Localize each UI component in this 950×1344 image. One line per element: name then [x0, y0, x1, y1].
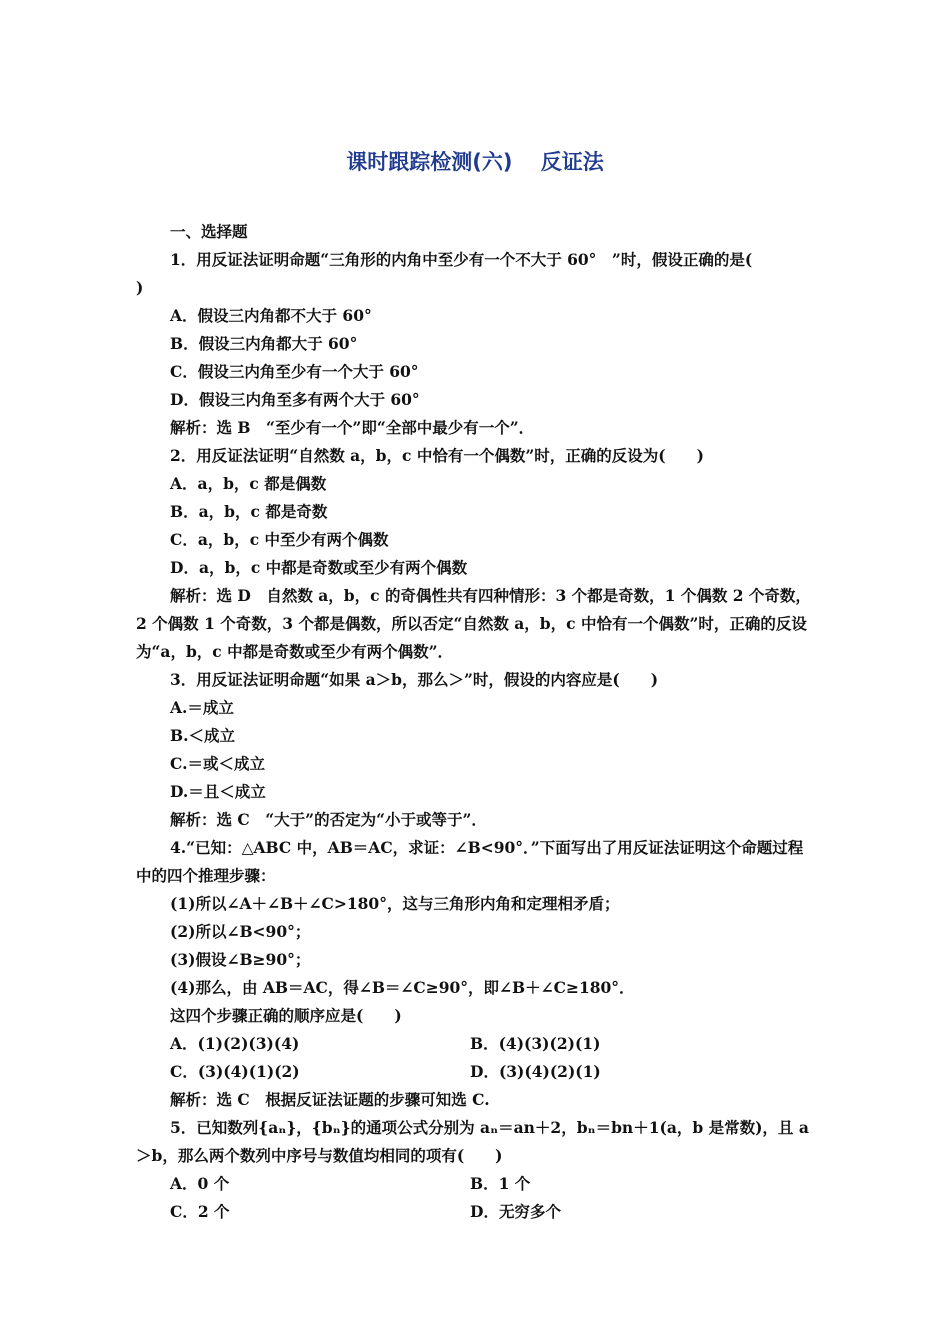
question-3-option-c: C.＝或＜成立 — [170, 754, 265, 773]
question-1-option-d: D．假设三内角至多有两个大于 60° — [170, 390, 420, 409]
question-4-option-b: B．(4)(3)(2)(1) — [470, 1034, 601, 1053]
question-5-option-c: C．2 个 — [170, 1202, 230, 1221]
question-2-option-d: D．a，b，c 中都是奇数或至少有两个偶数 — [170, 558, 468, 577]
question-4-option-d: D．(3)(4)(2)(1) — [470, 1062, 601, 1081]
question-3-analysis: 解析：选 C “大于”的否定为“小于或等于”． — [170, 810, 487, 829]
question-4-option-a: A．(1)(2)(3)(4) — [170, 1034, 300, 1053]
question-5-options-row-2 — [136, 1198, 818, 1226]
question-4-question: 这四个步骤正确的顺序应是( ) — [170, 1006, 402, 1025]
question-2-option-a: A．a，b，c 都是偶数 — [170, 474, 327, 493]
question-3-option-a: A.＝成立 — [170, 698, 234, 717]
question-4-options-row-2 — [136, 1058, 818, 1086]
question-4-stem: 4.“已知：△ABC 中，AB＝AC，求证：∠B<90°．”下面写出了用反证法证明这个命题过程中的四个推理步骤： — [136, 838, 804, 885]
question-4-step-2: (2)所以∠B<90°； — [170, 922, 311, 941]
question-2-option-b: B．a，b，c 都是奇数 — [170, 502, 328, 521]
document-body — [136, 218, 818, 1226]
question-4-step-4: (4)那么，由 AB＝AC，得∠B＝∠C≥90°，即∠B＋∠C≥180°． — [170, 978, 635, 997]
question-1-option-c: C．假设三内角至少有一个大于 60° — [170, 362, 419, 381]
question-5-option-b: B．1 个 — [470, 1174, 531, 1193]
question-3-option-b: B.＜成立 — [170, 726, 235, 745]
page-title: 课时跟踪检测(六) 反证法 — [346, 150, 604, 174]
question-4-option-c: C．(3)(4)(1)(2) — [170, 1062, 300, 1081]
question-5-option-d: D．无穷多个 — [470, 1202, 561, 1221]
question-4-analysis: 解析：选 C 根据反证法证题的步骤可知选 C. — [170, 1090, 490, 1109]
question-1-option-b: B．假设三内角都大于 60° — [170, 334, 358, 353]
question-1-stem: 1．用反证法证明命题“三角形的内角中至少有一个不大于 60° ”时，假设正确的是( — [170, 250, 753, 269]
question-1-stem-cont: ) — [136, 278, 144, 297]
question-4-step-1: (1)所以∠A＋∠B＋∠C>180°，这与三角形内角和定理相矛盾； — [170, 894, 620, 913]
question-2-stem: 2．用反证法证明“自然数 a，b，c 中恰有一个偶数”时，正确的反设为( ) — [170, 446, 704, 465]
question-5-stem: 5．已知数列{aₙ}，{bₙ}的通项公式分别为 aₙ＝an＋2，bₙ＝bn＋1(a，b 是常数)，且 a＞b，那么两个数列中序号与数值均相同的项有( ) — [136, 1118, 809, 1165]
question-2-analysis: 解析：选 D 自然数 a，b，c 的奇偶性共有四种情形：3 个都是奇数，1 个偶数 2 个奇数，2 个偶数 1 个奇数，3 个都是偶数，所以否定“自然数 a，b，c 中恰有一个偶数”时，正确的反设为“a，b，c 中都是奇数或至少有两个偶数”． — [136, 586, 811, 661]
question-5-options-row-1 — [136, 1170, 818, 1198]
question-1-option-a: A．假设三内角都不大于 60° — [170, 306, 372, 325]
question-1-analysis: 解析：选 B “至少有一个”即“全部中最少有一个”． — [170, 418, 535, 437]
section-heading: 一、选择题 — [170, 222, 248, 241]
question-4-options-row-1 — [136, 1030, 818, 1058]
question-5-option-a: A．0 个 — [170, 1174, 230, 1193]
question-3-option-d: D.＝且＜成立 — [170, 782, 266, 801]
question-2-option-c: C．a，b，c 中至少有两个偶数 — [170, 530, 389, 549]
question-3-stem: 3．用反证法证明命题“如果 a＞b，那么＞”时，假设的内容应是( ) — [170, 670, 659, 689]
question-4-step-3: (3)假设∠B≥90°； — [170, 950, 311, 969]
